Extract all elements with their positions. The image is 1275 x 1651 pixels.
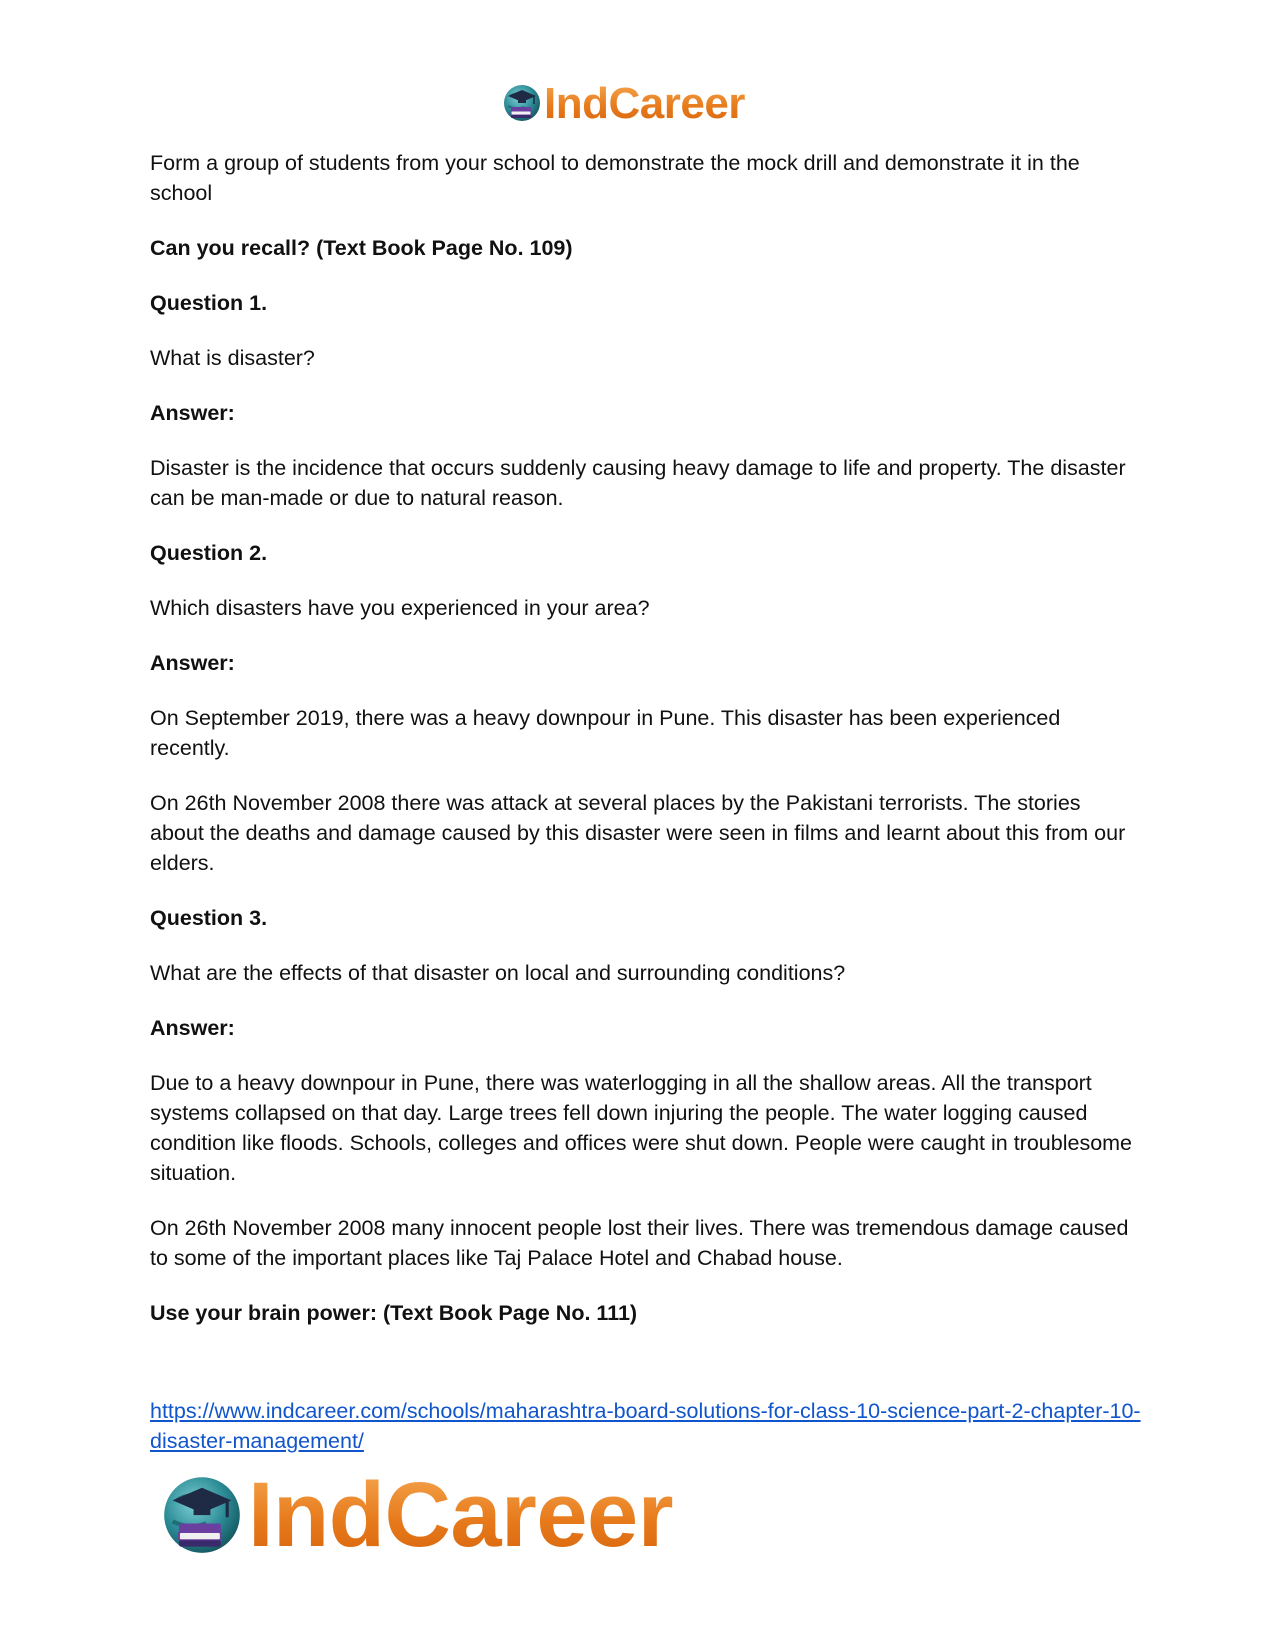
- section-heading: Question 2.: [150, 541, 268, 565]
- section-heading: Can you recall? (Text Book Page No. 109): [150, 236, 573, 260]
- document-body: [150, 148, 1140, 1353]
- body-paragraph: On 26th November 2008 many innocent people lost their lives. There was tremendous damage caused to some of the important places like Taj Palace Hotel and Chabad house.: [150, 1216, 1129, 1270]
- body-paragraph: On September 2019, there was a heavy downpour in Pune. This disaster has been experienced recently.: [150, 706, 1061, 760]
- body-paragraph: On 26th November 2008 there was attack at several places by the Pakistani terrorists. The stories about the deaths and damage caused by this disaster were seen in films and learnt about this from our elders.: [150, 791, 1126, 875]
- footer-logo-text: IndCareer: [248, 1464, 673, 1566]
- section-heading: Answer:: [150, 651, 235, 675]
- body-paragraph: Due to a heavy downpour in Pune, there was waterlogging in all the shallow areas. All the transport systems collapsed on that day. Large trees fell down injuring the people. The water logging caused condition like floods. Schools, colleges and offices were shut down. People were caught in troublesome situation.: [150, 1071, 1133, 1185]
- section-heading: Use your brain power: (Text Book Page No. 111): [150, 1301, 638, 1325]
- body-paragraph: Disaster is the incidence that occurs suddenly causing heavy damage to life and property. The disaster can be man-made or due to natural reason.: [150, 456, 1126, 510]
- source-link[interactable]: https://www.indcareer.com/schools/maharashtra-board-solutions-for-class-10-science-part-2-chapter-10-disaster-management/: [150, 1399, 1141, 1453]
- body-paragraph: What are the effects of that disaster on local and surrounding conditions?: [150, 961, 846, 985]
- section-heading: Answer:: [150, 1016, 235, 1040]
- footer-logo: [160, 1464, 673, 1566]
- body-paragraph: Which disasters have you experienced in your area?: [150, 596, 650, 620]
- source-link-block: [150, 1396, 1150, 1456]
- header-logo: [502, 80, 745, 128]
- section-heading: Question 1.: [150, 291, 268, 315]
- body-paragraph: Form a group of students from your school to demonstrate the mock drill and demonstrate it in the school: [150, 151, 1080, 205]
- header-logo-text: IndCareer: [544, 79, 745, 128]
- globe-graduation-cap-books-icon: [160, 1471, 244, 1560]
- section-heading: Question 3.: [150, 906, 268, 930]
- globe-graduation-cap-books-icon: [502, 82, 542, 127]
- section-heading: Answer:: [150, 401, 235, 425]
- body-paragraph: What is disaster?: [150, 346, 315, 370]
